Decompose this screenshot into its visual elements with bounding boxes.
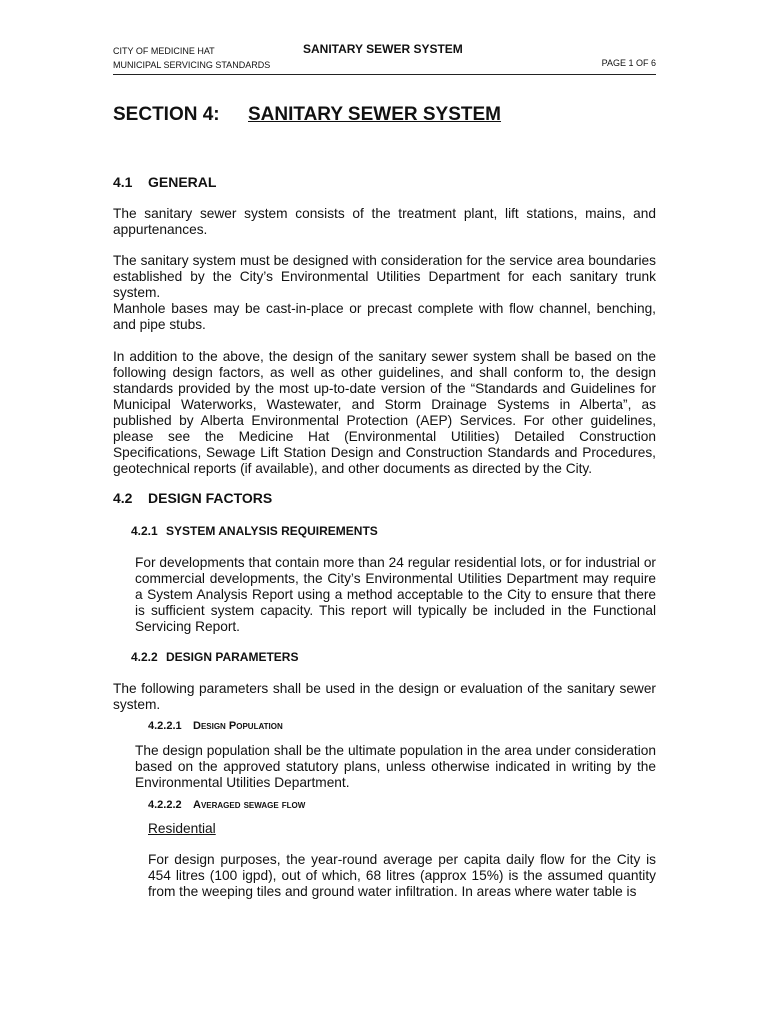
section-number: SECTION 4:	[113, 104, 220, 125]
section-title	[113, 104, 501, 126]
heading-number: 4.2.2.2	[148, 799, 182, 811]
paragraph-design-population: The design population shall be the ultimate population in the area under consideration based on the approved statutory plans, unless otherwise indicated in writing by the Environmental Utilities Department.	[135, 743, 656, 790]
subheading-residential: Residential	[148, 821, 216, 836]
paragraph-general-1: The sanitary sewer system consists of the treatment plant, lift stations, mains, and appurtenances.	[113, 206, 656, 237]
heading-title: Design Population	[193, 720, 283, 732]
heading-title: DESIGN PARAMETERS	[166, 650, 299, 664]
paragraph-design-parameters: The following parameters shall be used in the design or evaluation of the sanitary sewer system.	[113, 681, 656, 712]
header-org-line1: CITY OF MEDICINE HAT	[113, 46, 215, 56]
section-name: SANITARY SEWER SYSTEM	[248, 104, 502, 125]
paragraph-general-4: In addition to the above, the design of the sanitary sewer system shall be based on the following design factors, as well as other guidelines, and shall conform to, the design standards provided by the most up-to-date version of the “Standards and Guidelines for Municipal Waterworks, Wastewater, and Storm Drainage Systems in Alberta”, as published by Alberta Environmental Protection (AEP) Services. For other guidelines, please see the Medicine Hat (Environmental Utilities) Detailed Construction Specifications, Sewage Lift Station Design and Construction Standards and Procedures, geotechnical reports (if available), and other documents as directed by the City.	[113, 349, 656, 476]
page-header	[113, 44, 656, 76]
heading-title: Averaged sewage flow	[193, 799, 306, 811]
header-divider	[113, 74, 656, 75]
header-page-number: PAGE 1 OF 6	[601, 58, 656, 68]
heading-4-1	[113, 174, 216, 190]
heading-number: 4.2.1	[131, 524, 158, 538]
header-organization	[113, 44, 270, 72]
heading-title: GENERAL	[148, 174, 217, 190]
heading-4-2-2-2	[148, 799, 305, 811]
heading-number: 4.2.2	[131, 650, 158, 664]
header-document-title: SANITARY SEWER SYSTEM	[303, 42, 463, 56]
heading-number: 4.1	[113, 174, 133, 190]
heading-title: SYSTEM ANALYSIS REQUIREMENTS	[166, 524, 378, 538]
paragraph-averaged-sewage-flow: For design purposes, the year-round average per capita daily flow for the City is 454 litres (100 igpd), out of which, 68 litres (approx 15%) is the assumed quantity from the weeping tiles and ground water infiltration. In areas where water table is	[148, 852, 656, 899]
heading-4-2	[113, 490, 272, 506]
heading-4-2-2	[131, 650, 298, 664]
heading-number: 4.2.2.1	[148, 720, 182, 732]
paragraph-general-3: Manhole bases may be cast-in-place or precast complete with flow channel, benching, and pipe stubs.	[113, 301, 656, 332]
paragraph-general-2: The sanitary system must be designed with consideration for the service area boundaries established by the City’s Environmental Utilities Department for each sanitary trunk system.	[113, 253, 656, 300]
heading-4-2-2-1	[148, 720, 283, 732]
heading-4-2-1	[131, 524, 378, 538]
header-org-line2: MUNICIPAL SERVICING STANDARDS	[113, 60, 271, 70]
heading-number: 4.2	[113, 490, 133, 506]
paragraph-system-analysis: For developments that contain more than 24 regular residential lots, or for industrial or commercial developments, the City’s Environmental Utilities Department may require a System Analysis Report using a method acceptable to the City to ensure that there is sufficient system capacity. This report will typically be included in the Functional Servicing Report.	[135, 555, 656, 634]
heading-title: DESIGN FACTORS	[148, 490, 273, 506]
